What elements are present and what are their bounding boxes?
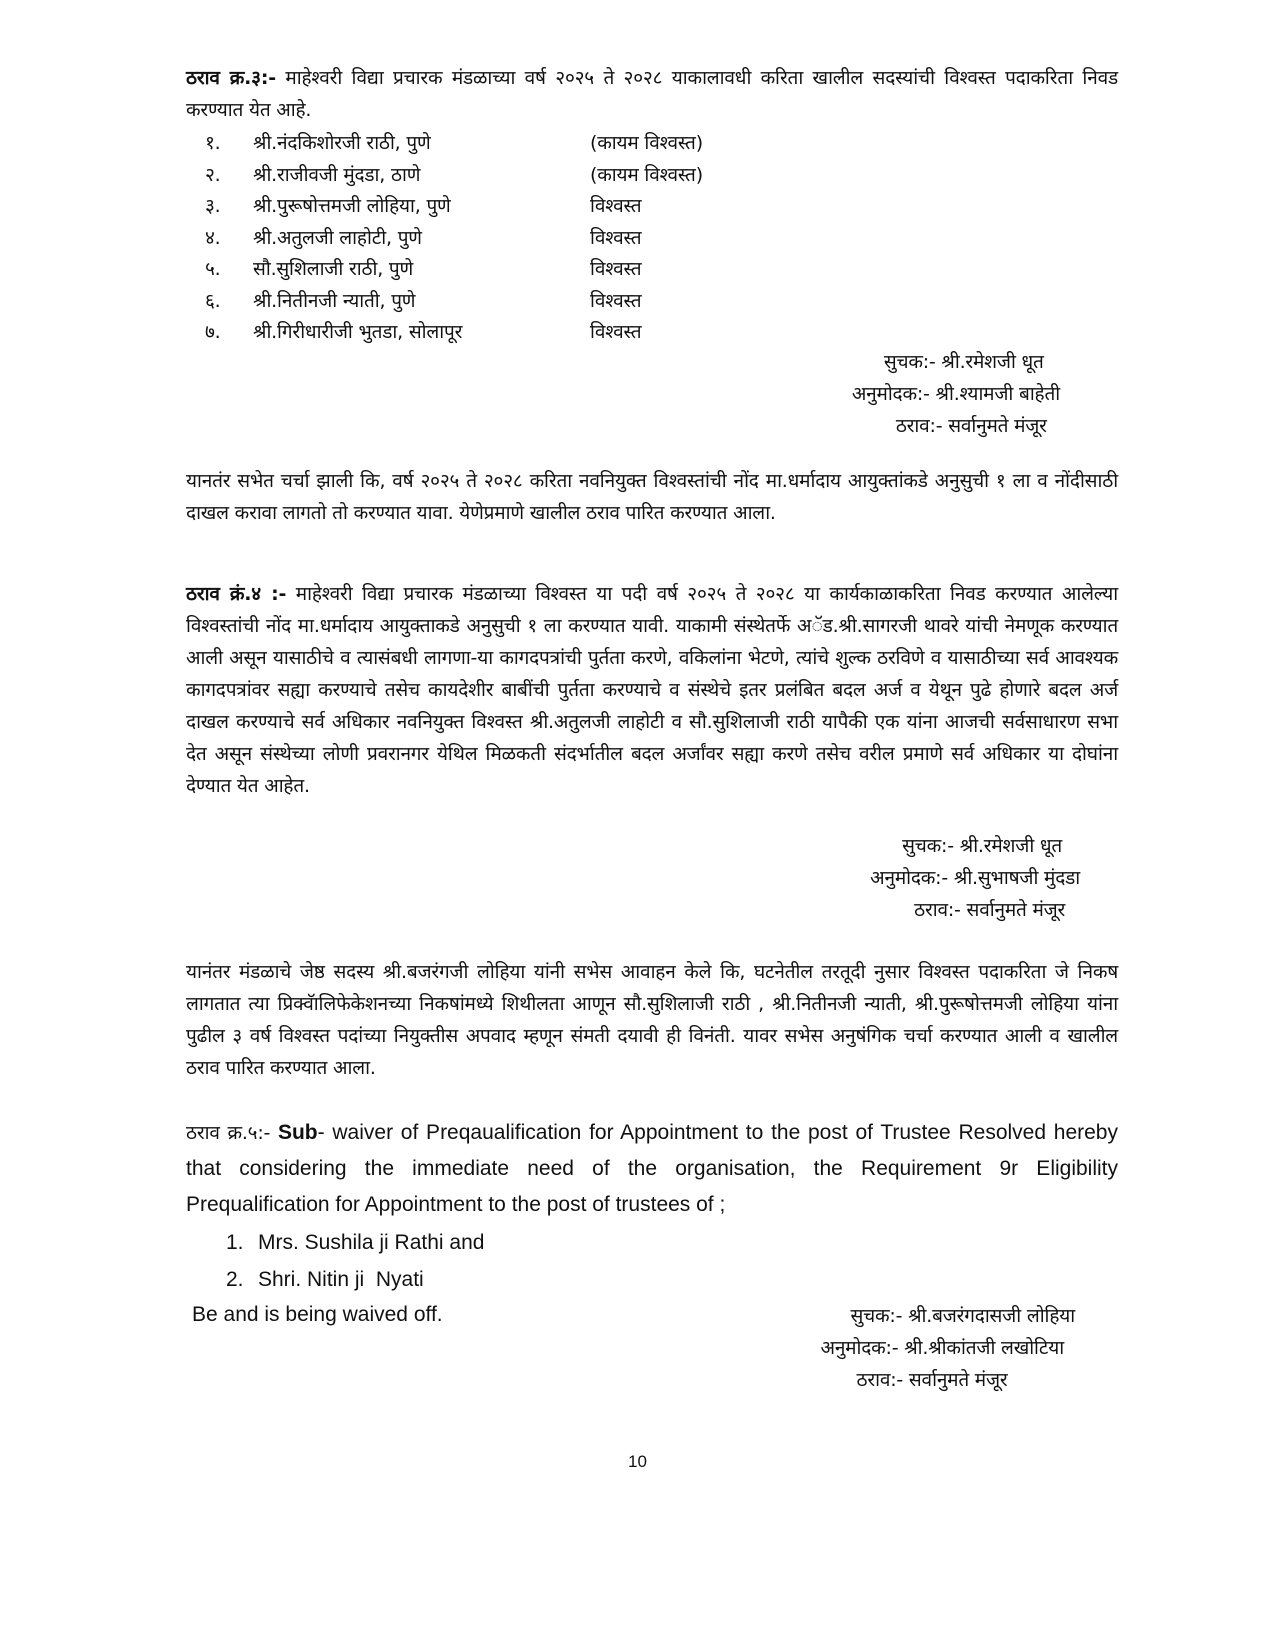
resolution-4-heading: ठराव क्रं.४ :- [186,583,287,605]
waiver-name: Mrs. Sushila ji Rathi and [258,1231,485,1254]
trustee-name: श्री.अतुलजी लाहोटी, पुणे [253,226,422,249]
resolution-5-signatures [821,1300,1076,1396]
trustee-list [205,127,905,348]
trustee-number: ७. [205,321,221,343]
resolution-4-paragraph [186,578,1118,802]
trustee-item [205,190,905,222]
trustee-name: सौ.सुशिलाजी राठी, पुणे [253,258,414,280]
trustee-role: (कायम विश्वस्त) [590,132,703,154]
trustee-role: विश्वस्त [590,195,642,217]
resolution-3-paragraph [186,62,1118,126]
discussion-2-paragraph: यानंतर मंडळाचे जेष्ठ सदस्य श्री.बजरंगजी लोहिया यांनी सभेस आवाहन केले कि, घटनेतील तरतूदी नुसार विश्वस्त पदाकरिता जे निकष लागतात त्या प्रिक्वॅालिफेकेशनच्या निकषांमध्ये शिथीलता आणून सौ.सुशिलाजी राठी , श्री.नितीनजी न्याती, श्री.पुरूषोत्तमजी लोहिया यांना पुढील ३ वर्ष विश्वस्त पदांच्या नियुक्तीस अपवाद म्हणून संमती दयावी ही विनंती. यावर सभेस अनुषंगिक चर्चा करण्यात आली व खालील ठराव पारित करण्यात आला. [186,961,1118,1079]
trustee-item [205,253,905,285]
discussion-1-paragraph: यानतंर सभेत चर्चा झाली कि, वर्ष २०२५ ते २०२८ करिता नवनियुक्त विश्वस्तांची नोंद मा.धर्मादाय आयुक्तांकडे अनुसुची १ ला व नोंदीसाठी दाखल करावा लागतो तो करण्यात यावा. येणेप्रमाणे खालील ठराव पारित करण्यात आला. [186,470,1118,524]
resolution-5-heading: ठराव क्र.५:- [186,1122,271,1144]
subject-text: - waiver of Preqaualification for Appointment to the post of Trustee [317,1121,951,1144]
subject-label: Sub [277,1121,318,1144]
trustee-item [205,316,905,348]
trustee-number: २. [205,163,221,186]
proposer-line: सुचक:- श्री.रमेशजी धूत [883,351,1044,373]
waiver-number: 1. [226,1231,244,1254]
trustee-item [205,285,905,317]
proposer-line: सुचक:- श्री.बजरंगदासजी लोहिया [850,1305,1075,1327]
resolution-5-body: Resolved hereby that considering the immediate need of the organisation, the Requirement 9r Eligibility Prequalification for Appointment to the post of trustees of ; [186,1121,1118,1216]
trustee-name: श्री.राजीवजी मुंदडा, ठाणे [253,163,421,186]
trustee-role: विश्वस्त [590,258,642,280]
trustee-role: (कायम विश्वस्त) [590,163,703,186]
seconder-line: अनुमोदक:- श्री.श्रीकांतजी लखोटिया [820,1337,1064,1359]
resolution-4-signatures [870,830,1080,926]
trustee-name: श्री.गिरीधारीजी भुतडा, सोलापूर [253,321,463,343]
resolution-3-heading: ठराव क्र.३:- [186,67,276,89]
trustee-number: १. [205,132,221,154]
result-line: ठराव:- सर्वानुमते मंजूर [856,1369,1008,1391]
trustee-role: विश्वस्त [590,321,642,343]
trustee-role: विश्वस्त [590,289,642,312]
trustee-number: ६. [205,289,221,312]
seconder-line: अनुमोदक:- श्री.श्यामजी बाहेती [851,383,1060,405]
trustee-number: ५. [205,258,221,280]
trustee-name: श्री.पुरूषोत्तमजी लोहिया, पुणे [253,195,451,217]
result-line: ठराव:- सर्वानुमते मंजूर [914,899,1066,921]
resolution-3-text: माहेश्वरी विद्या प्रचारक मंडळाच्या वर्ष २०२५ ते २०२८ याकालावधी करिता खालील सदस्यांची विश्वस्त पदाकरिता निवड करण्यात येत आहे. [186,67,1118,121]
resolution-5-paragraph [186,1115,1118,1223]
page-number: 10 [628,1452,647,1471]
trustee-item [205,159,905,191]
proposer-line: सुचक:- श्री.रमेशजी धूत [902,835,1062,857]
resolution-3-signatures [852,346,1060,442]
result-line: ठराव:- सर्वानुमते मंजूर [895,415,1047,437]
trustee-name: श्री.नंदकिशोरजी राठी, पुणे [253,132,431,154]
waiver-closing: Be and is being waived off. [192,1303,443,1326]
trustee-role: विश्वस्त [590,226,642,249]
trustee-name: श्री.नितीनजी न्याती, पुणे [253,289,416,312]
waiver-number: 2. [226,1268,244,1291]
trustee-number: ३. [205,195,221,217]
trustee-item [205,127,905,159]
trustee-number: ४. [205,226,221,249]
resolution-4-text: माहेश्वरी विद्या प्रचारक मंडळाच्या विश्वस्त या पदी वर्ष २०२५ ते २०२८ या कार्यकाळाकरिता निवड करण्यात आलेल्या विश्वस्तांची नोंद मा.धर्मादाय आयुक्ताकडे अनुसुची १ ला करण्यात यावी. याकामी संस्थेतर्फे अॅड.श्री.सागरजी थावरे यांची नेमणूक करण्यात आली असून यासाठीचे व त्यासंबधी लागणा-या कागदपत्रांची पुर्तता करणे, वकिलांना भेटणे, त्यांचे शुल्क ठरविणे व यासाठीच्या सर्व आवश्यक कागदपत्रांवर सह्या करण्याचे तसेच कायदेशीर बाबींची पुर्तता करण्याचे व संस्थेचे इतर प्रलंबित बदल अर्ज व येथून पुढे होणारे बदल अर्ज दाखल करण्याचे सर्व अधिकार नवनियुक्त विश्वस्त श्री.अतुलजी लाहोटी व सौ.सुशिलाजी राठी यापैकी एक यांना आजची सर्वसाधारण सभा देत असून संस्थेच्या लोणी प्रवरानगर येथिल मिळकती संदर्भातील बदल अर्जांवर सह्या करणे तसेच वरील प्रमाणे सर्व अधिकार या दोघांना देण्यात येत आहेत. [186,583,1118,797]
trustee-item [205,222,905,254]
waiver-name: Shri. Nitin ji Nyati [258,1268,424,1291]
seconder-line: अनुमोदक:- श्री.सुभाषजी मुंदडा [870,867,1080,889]
